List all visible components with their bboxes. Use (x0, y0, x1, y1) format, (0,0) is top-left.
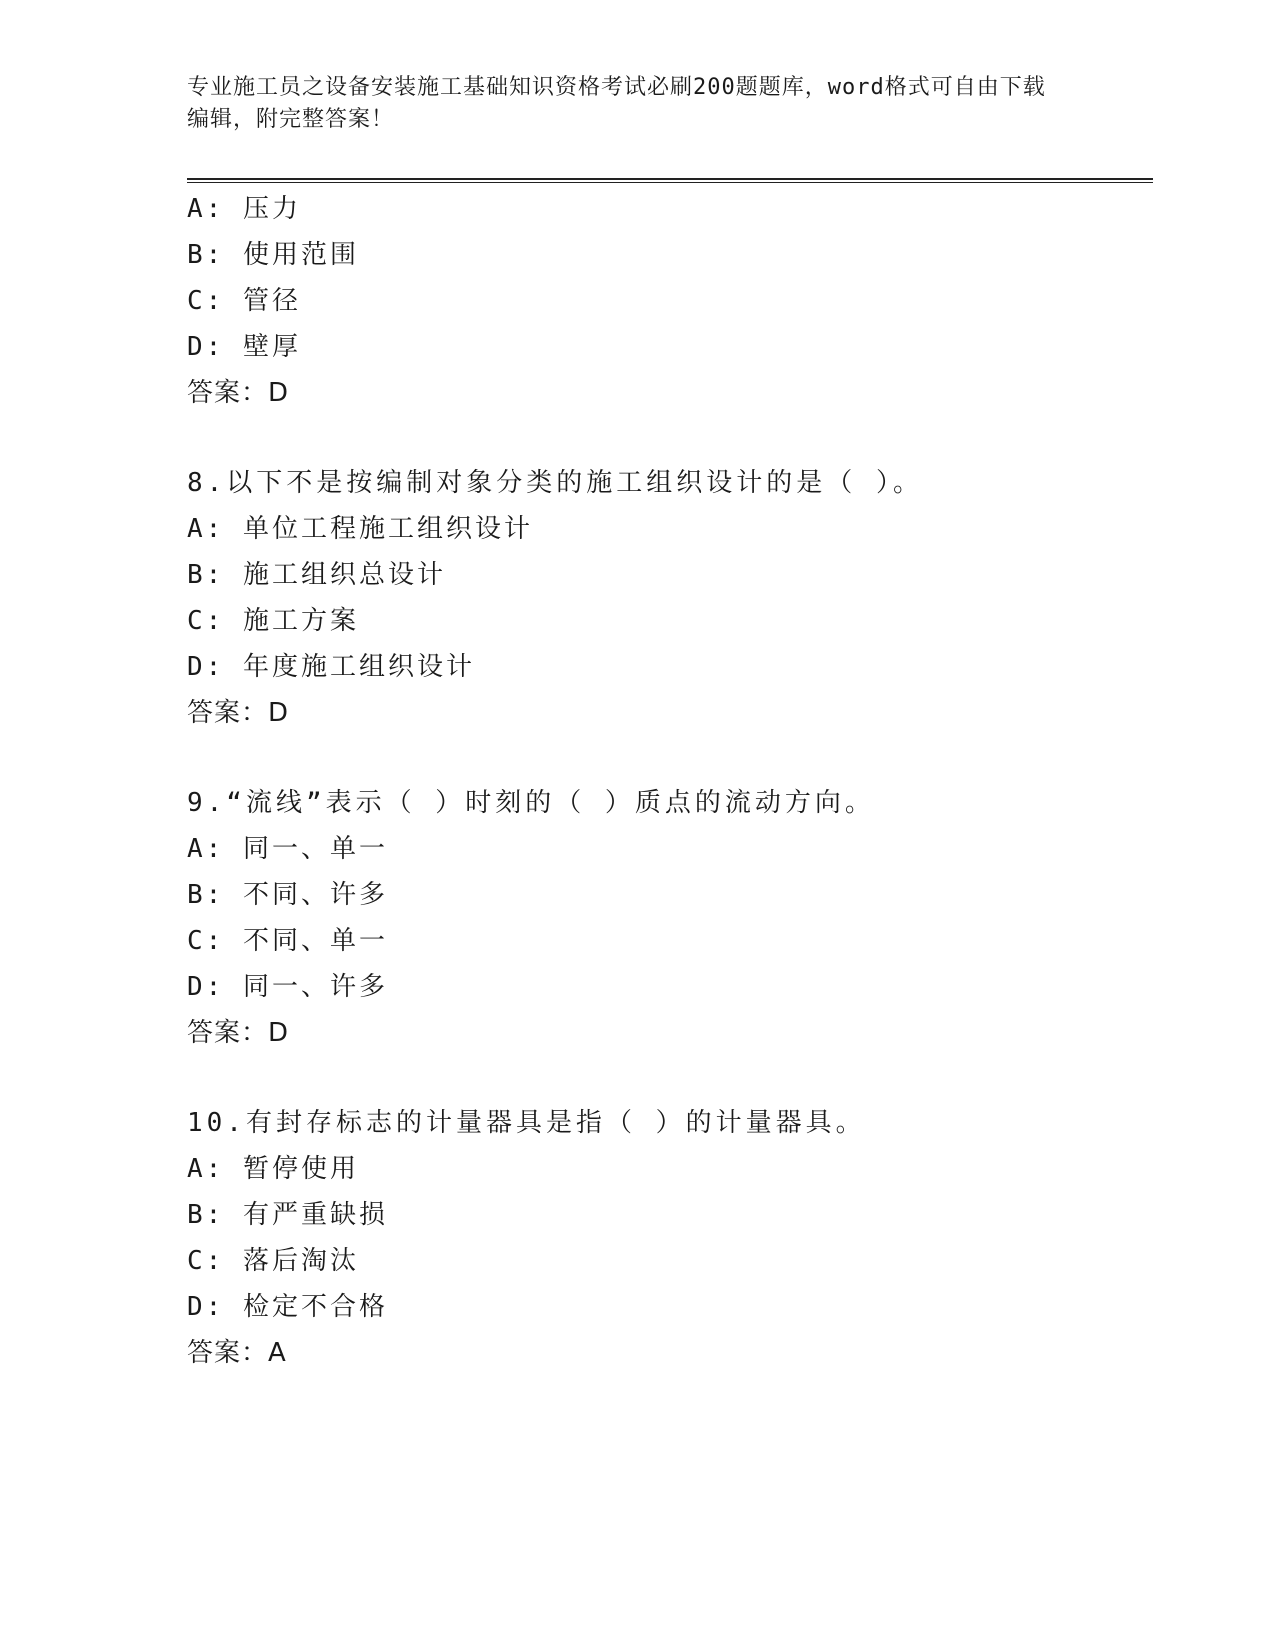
option-c: C: 施工方案 (187, 606, 359, 636)
option-d: D: 检定不合格 (187, 1292, 388, 1322)
option-b: B: 使用范围 (187, 240, 359, 270)
answer-line: 答案：D (187, 1018, 290, 1048)
header-divider (187, 178, 1153, 183)
question-stem: 8.以下不是按编制对象分类的施工组织设计的是（ ）。 (187, 468, 923, 498)
option-a: A: 同一、单一 (187, 834, 388, 864)
option-a: A: 单位工程施工组织设计 (187, 514, 533, 544)
spacer (187, 416, 1147, 460)
option-a: A: 压力 (187, 194, 301, 224)
answer-line: 答案：A (187, 1338, 287, 1368)
option-b: B: 不同、许多 (187, 880, 388, 910)
option-b: B: 施工组织总设计 (187, 560, 446, 590)
option-d: D: 壁厚 (187, 332, 301, 362)
option-c: C: 管径 (187, 286, 301, 316)
option-a: A: 暂停使用 (187, 1154, 359, 1184)
question-10 (187, 1100, 1147, 1376)
option-b: B: 有严重缺损 (187, 1200, 388, 1230)
option-c: C: 不同、单一 (187, 926, 388, 956)
question-8 (187, 460, 1147, 736)
question-9 (187, 780, 1147, 1056)
question-stem: 10.有封存标志的计量器具是指（ ）的计量器具。 (187, 1108, 866, 1138)
spacer (187, 1056, 1147, 1100)
answer-line: 答案：D (187, 698, 290, 728)
document-body (187, 186, 1147, 1376)
option-c: C: 落后淘汰 (187, 1246, 359, 1276)
option-d: D: 年度施工组织设计 (187, 652, 475, 682)
partial-question (187, 186, 1147, 416)
spacer (187, 736, 1147, 780)
question-stem: 9.“流线”表示（ ）时刻的（ ）质点的流动方向。 (187, 788, 875, 818)
document-header: 专业施工员之设备安装施工基础知识资格考试必刷200题题库，word格式可自由下载编辑，附完整答案！ (187, 75, 1046, 132)
answer-line: 答案：D (187, 378, 290, 408)
option-d: D: 同一、许多 (187, 972, 388, 1002)
